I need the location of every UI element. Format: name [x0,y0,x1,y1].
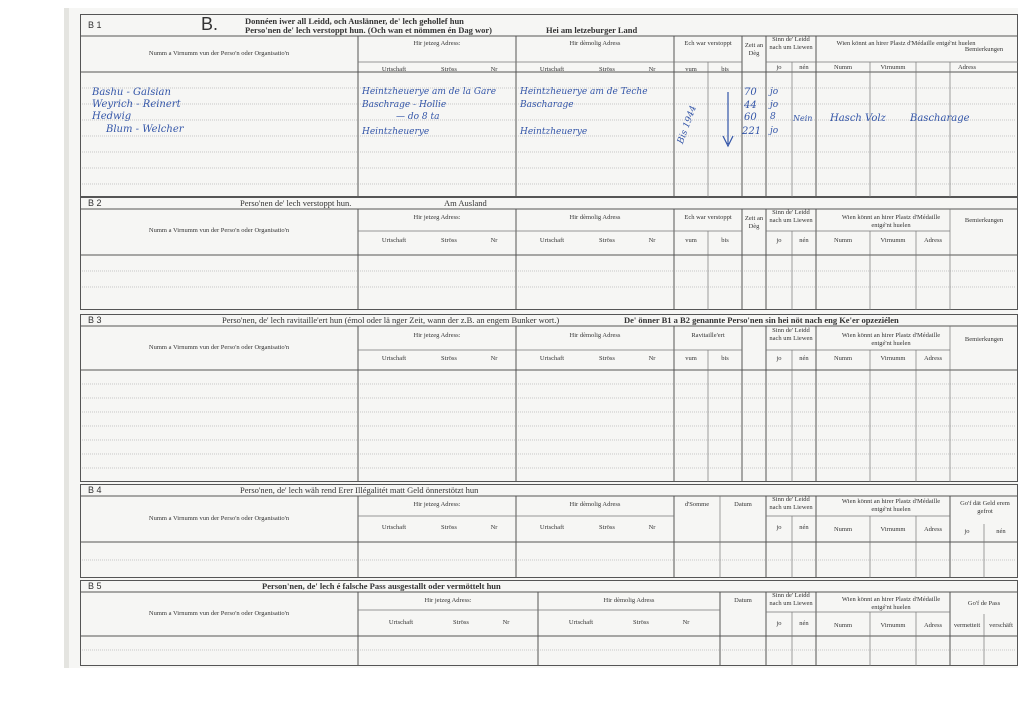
section-b4 [80,484,1018,578]
b3-medal-header: Wien könnt an hirer Plastz d'Médaille entgé'nt huelen [841,332,941,347]
b3-code: B 3 [88,315,102,325]
b4-jo: jo [776,524,782,531]
b3-adress: Adress [923,355,943,362]
b3-title: Perso'nen, de' lech ravitaille'ert hun (émol oder lä nger Zeit, wann der z.B. an engem Bunker wort.) [222,315,560,325]
b1-name-header: Numm a Virnumm vun der Perso'n oder Organisatio'n [148,50,290,57]
b4-geld-nen: nén [996,528,1006,535]
b4-somme: d'Somme [684,501,710,508]
section-b3 [80,314,1018,482]
b3-cur-stross: Ströss [441,355,457,362]
b1-hw-cur-1: Heintzheuerye am de la Gare [362,87,497,97]
b1-hw-jo-2: jo [770,100,779,110]
b5-prev-ort: Urtschaft [568,619,594,626]
b4-adress: Adress [923,526,943,533]
b1-virnumm: Virnumm [880,64,906,71]
b4-sinn: Sinn de' Leidd nach um Liewen [769,496,813,511]
b3-prev-ort: Urtschaft [539,355,565,362]
b5-nen: nén [799,620,809,627]
b4-numm: Numm [833,526,853,533]
b1-hw-arrow [718,92,738,152]
b1-hw-days-1: 70 [744,87,757,98]
b5-cur-nr: Nr [502,619,510,626]
b5-cur-addr-header: Hir jetzeg Adress: [424,597,472,604]
b1-sinn: Sinn de' Leidd nach um Liewen [769,36,813,51]
b1-hw-name-3: Hedwig [92,111,132,122]
b2-hidden-header: Ech war verstoppt [684,214,732,221]
b3-ravit-header: Ravitaille'ert [691,332,725,339]
b3-virnumm: Virnumm [880,355,906,362]
b4-cur-addr-header: Hir jetzeg Adress: [413,501,461,508]
b1-title3: Hei am letzeburger Land [546,25,638,35]
paper-fold-edge [64,8,69,668]
b5-verschaft: verschäft [989,622,1013,629]
b5-vermett: vermetteit [953,622,981,629]
b1-prev-nr: Nr [648,66,656,73]
b2-adress: Adress [923,237,943,244]
b4-cur-ort: Urtschaft [381,524,407,531]
b2-prev-nr: Nr [648,237,656,244]
b2-cur-ort: Urtschaft [381,237,407,244]
b1-letter: B. [201,14,219,34]
b1-hw-prev-1: Heintzheuerye am de Teche [520,87,648,97]
b4-prev-ort: Urtschaft [539,524,565,531]
b3-numm: Numm [833,355,853,362]
b2-bemierkungen: Bemierkungen [964,217,1004,224]
b4-prev-nr: Nr [648,524,656,531]
b1-hw-days-4: 221 [742,126,762,137]
b4-datum: Datum [734,501,752,508]
b1-vum: vum [685,66,697,73]
b5-numm: Numm [833,622,853,629]
b4-geld-jo: jo [964,528,970,535]
b5-prev-stross: Ströss [633,619,649,626]
b5-name-header: Numm a Virnumm vun der Perso'n oder Organisatio'n [148,610,290,617]
b1-hw-vum: Bis 1944 [676,104,700,146]
section-b5 [80,580,1018,666]
b5-title: Person'nen, de' lech é falsche Pass ausgestallt oder vermöttelt hun [262,581,501,591]
b5-pass-header: Go'f de Pass [967,600,1001,607]
b5-jo: jo [776,620,782,627]
b1-cur-nr: Nr [490,66,498,73]
b1-hw-name-4: Blum - Welcher [106,124,184,135]
b3-vum: vum [685,355,697,362]
b5-cur-stross: Ströss [453,619,469,626]
b1-title2: Perso'nen de' lech verstoppt hun. (Och wan et nömmen én Dag wor) [245,25,492,35]
b2-prev-stross: Ströss [599,237,615,244]
b5-prev-nr: Nr [682,619,690,626]
b2-prev-addr-header: Hir dèmolig Adress [569,214,621,221]
b3-jo: jo [776,355,782,362]
b4-name-header: Numm a Virnumm vun der Perso'n oder Organisatio'n [148,515,290,522]
b1-prev-ort: Urtschaft [539,66,565,73]
b1-adress: Adress [957,64,977,71]
b1-hw-jo-3: 8 [770,112,776,122]
section-b2 [80,197,1018,310]
b2-cur-addr-header: Hir jetzeg Adress: [413,214,461,221]
b2-nen: nén [799,237,809,244]
b5-cur-ort: Urtschaft [388,619,414,626]
b3-sinn: Sinn de' Leidd nach um Liewen [769,327,813,342]
b3-prev-nr: Nr [648,355,656,362]
b3-bis: bis [721,355,729,362]
b3-bemierkungen: Bemierkungen [964,336,1004,343]
b4-title: Perso'nen, de' lech wäh rend Erer Illégalitét matt Geld önnerstötzt hun [240,485,479,495]
b1-cur-addr-header: Hir jetzeg Adress: [413,40,461,47]
b2-sinn: Sinn de' Leidd nach um Liewen [769,209,813,224]
section-b1 [80,14,1018,197]
b1-title1: Donnéen iwer all Leidd, och Auslänner, de' lech gehollef hun [245,16,464,26]
b5-adress: Adress [923,622,943,629]
b1-hw-days-3: 60 [744,112,757,123]
b1-zeit: Zeit an Dèg [744,42,764,57]
b2-bis: bis [721,237,729,244]
b4-cur-stross: Ströss [441,524,457,531]
b5-datum: Datum [734,597,752,604]
b2-jo: jo [776,237,782,244]
b1-hw-prev-4: Heintzheuerye [520,127,588,137]
b3-cur-ort: Urtschaft [381,355,407,362]
b1-hw-nen: Nein [793,114,813,123]
b1-hw-cur-2: Baschrage - Hollie [362,100,447,110]
b1-hw-cur-3: — do 8 ta [396,112,440,122]
b1-jo: jo [776,64,782,71]
b2-medal-header: Wien könnt an hirer Plastz d'Médaille entgé'nt huelen [841,214,941,229]
b2-zeit: Zeit an Dèg [744,215,764,230]
b2-title2: Am Ausland [444,198,487,208]
b1-numm: Numm [833,64,853,71]
b3-cur-addr-header: Hir jetzeg Adress: [413,332,461,339]
b1-hw-jo-4: jo [770,126,779,136]
b4-prev-stross: Ströss [599,524,615,531]
b4-virnumm: Virnumm [880,526,906,533]
b2-prev-ort: Urtschaft [539,237,565,244]
b1-hw-medal-addr: Bascharage [910,113,970,124]
b2-cur-nr: Nr [490,237,498,244]
b4-prev-addr-header: Hir dèmolig Adress [569,501,621,508]
b5-code: B 5 [88,581,102,591]
b4-code: B 4 [88,485,102,495]
b2-vum: vum [685,237,697,244]
b1-prev-stross: Ströss [599,66,615,73]
b5-virnumm: Virnumm [880,622,906,629]
b4-cur-nr: Nr [490,524,498,531]
b1-nen: nén [799,64,809,71]
b3-prev-addr-header: Hir dèmolig Adress [569,332,621,339]
b2-cur-stross: Ströss [441,237,457,244]
b1-cur-ort: Urtschaft [381,66,407,73]
b3-title-b: De' önner B1 a B2 genannte Perso'nen sin hei nöt nach eng Ke'er opzeziélen [624,315,899,325]
b1-hw-name-1: Bashu - Galsian [92,87,171,98]
b2-numm: Numm [833,237,853,244]
b4-geld-header: Go'f dät Geld erem gefrot [960,500,1010,515]
b3-nen: nén [799,355,809,362]
b3-cur-nr: Nr [490,355,498,362]
b1-cur-stross: Ströss [441,66,457,73]
b4-nen: nén [799,524,809,531]
b1-medal-header: Wien könnt an hirer Plastz d'Médaille entgé'nt huelen [836,40,976,47]
b2-code: B 2 [88,198,102,208]
b1-hw-days-2: 44 [744,100,757,111]
b4-medal-header: Wien könnt an hirer Plastz d'Médaille entgé'nt huelen [841,498,941,513]
b5-sinn: Sinn de' Leidd nach um Liewen [769,592,813,607]
b1-code: B 1 [88,20,102,30]
b3-name-header: Numm a Virnumm vun der Perso'n oder Organisatio'n [148,344,290,351]
b1-hidden-header: Ech war verstoppt [684,40,732,47]
b1-hw-name-2: Weyrich - Reinert [92,99,181,110]
b1-hw-medal-name: Hasch Volz [830,113,886,124]
b1-bis: bis [721,66,729,73]
b2-virnumm: Virnumm [880,237,906,244]
b5-medal-header: Wien könnt an hirer Plastz d'Médaille entgé'nt huelen [841,596,941,611]
b1-hw-prev-2: Bascharage [520,100,574,110]
b1-prev-addr-header: Hir dèmolig Adress [569,40,621,47]
b5-prev-addr-header: Hir dèmolig Adress [603,597,655,604]
b1-bemierkungen: Bemierkungen [964,46,1004,53]
b1-hw-cur-4: Heintzheuerye [362,127,430,137]
b1-hw-jo-1: jo [770,87,779,97]
b2-name-header: Numm a Virnumm vun der Perso'n oder Organisatio'n [148,227,290,234]
b3-prev-stross: Ströss [599,355,615,362]
b2-title1: Perso'nen de' lech verstoppt hun. [240,198,352,208]
